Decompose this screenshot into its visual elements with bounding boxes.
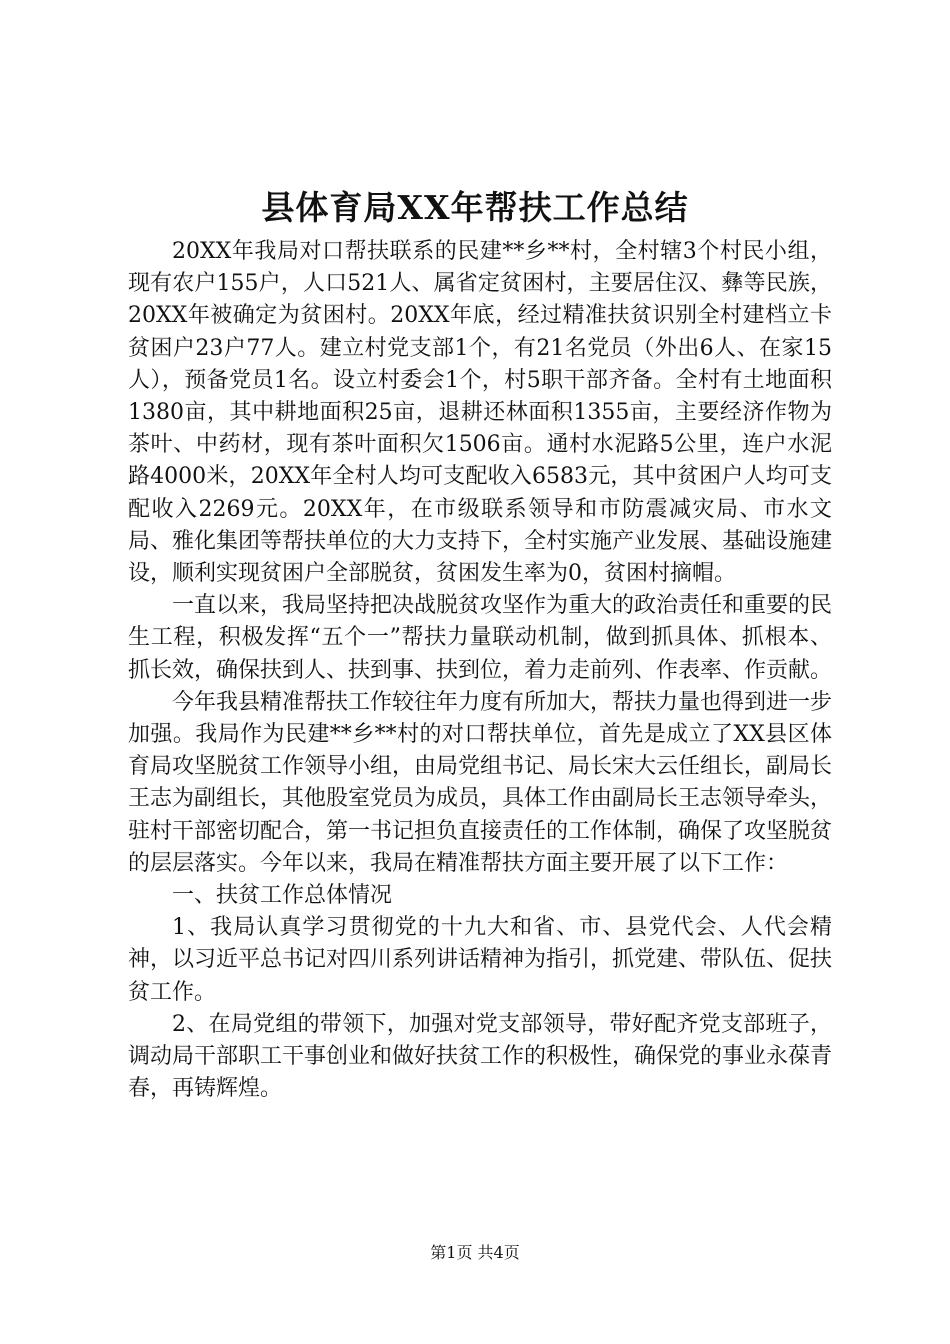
document-title: 县体育局XX年帮扶工作总结 xyxy=(261,188,689,227)
page-number: 第1页 共4页 xyxy=(430,1243,520,1262)
section-heading-overview: 一、扶贫工作总体情况 xyxy=(172,883,393,909)
paragraph-this-year: 今年我县精准帮扶工作较往年力度有所加大，帮扶力量也得到进一步加强。我局作为民建**乡**村的对口帮扶单位，首先是成立了XX县区体育局攻坚脱贫工作领导小组，由局党组书记、局长宋大云任组长，副局长王志为副组长，其他股室党员为成员，具体工作由副局长王志领导牵头，驻村干部密切配合，第一书记担负直接责任的工作体制，确保了攻坚脱贫的层层落实。今年以来，我局在精准帮扶方面主要开展了以下工作： xyxy=(128,689,833,876)
paragraph-item-2: 2、在局党组的带领下，加强对党支部领导，带好配齐党支部班子，调动局干部职工干事创业和做好扶贫工作的积极性，确保党的事业永葆青春，再铸辉煌。 xyxy=(128,1011,833,1102)
document-body xyxy=(128,236,832,1105)
paragraph-item-1: 1、我局认真学习贯彻党的十九大和省、市、县党代会、人代会精神，以习近平总书记对四川系列讲话精神为指引，抓党建、带队伍、促扶贫工作。 xyxy=(128,915,833,1005)
paragraph-commitment: 一直以来，我局坚持把决战脱贫攻坚作为重大的政治责任和重要的民生工程，积极发挥“五个一”帮扶力量联动机制，做到抓具体、抓根本、抓长效，确保扶到人、扶到事、扶到位，着力走前列、作表率、作贡献。 xyxy=(128,593,833,683)
paragraph-intro: 20XX年我局对口帮扶联系的民建**乡**村，全村辖3个村民小组，现有农户155户，人口521人、属省定贫困村，主要居住汉、彝等民族，20XX年被确定为贫困村。20XX年底，经过精准扶贫识别全村建档立卡贫困户23户77人。建立村党支部1个，有21名党员（外出6人、在家15人），预备党员1名。设立村委会1个，村5职干部齐备。全村有土地面积1380亩，其中耕地面积25亩，退耕还林面积1355亩，主要经济作物为茶叶、中药材，现有茶叶面积欠1506亩。通村水泥路5公里，连户水泥路4000米，20XX年全村人均可支配收入6583元，其中贫困户人均可支配收入2269元。20XX年，在市级联系领导和市防震减灾局、市水文局、雅化集团等帮扶单位的大力支持下，全村实施产业发展、基础设施建设，顺利实现贫困户全部脱贫，贫困发生率为0，贫困村摘帽。 xyxy=(128,239,833,587)
